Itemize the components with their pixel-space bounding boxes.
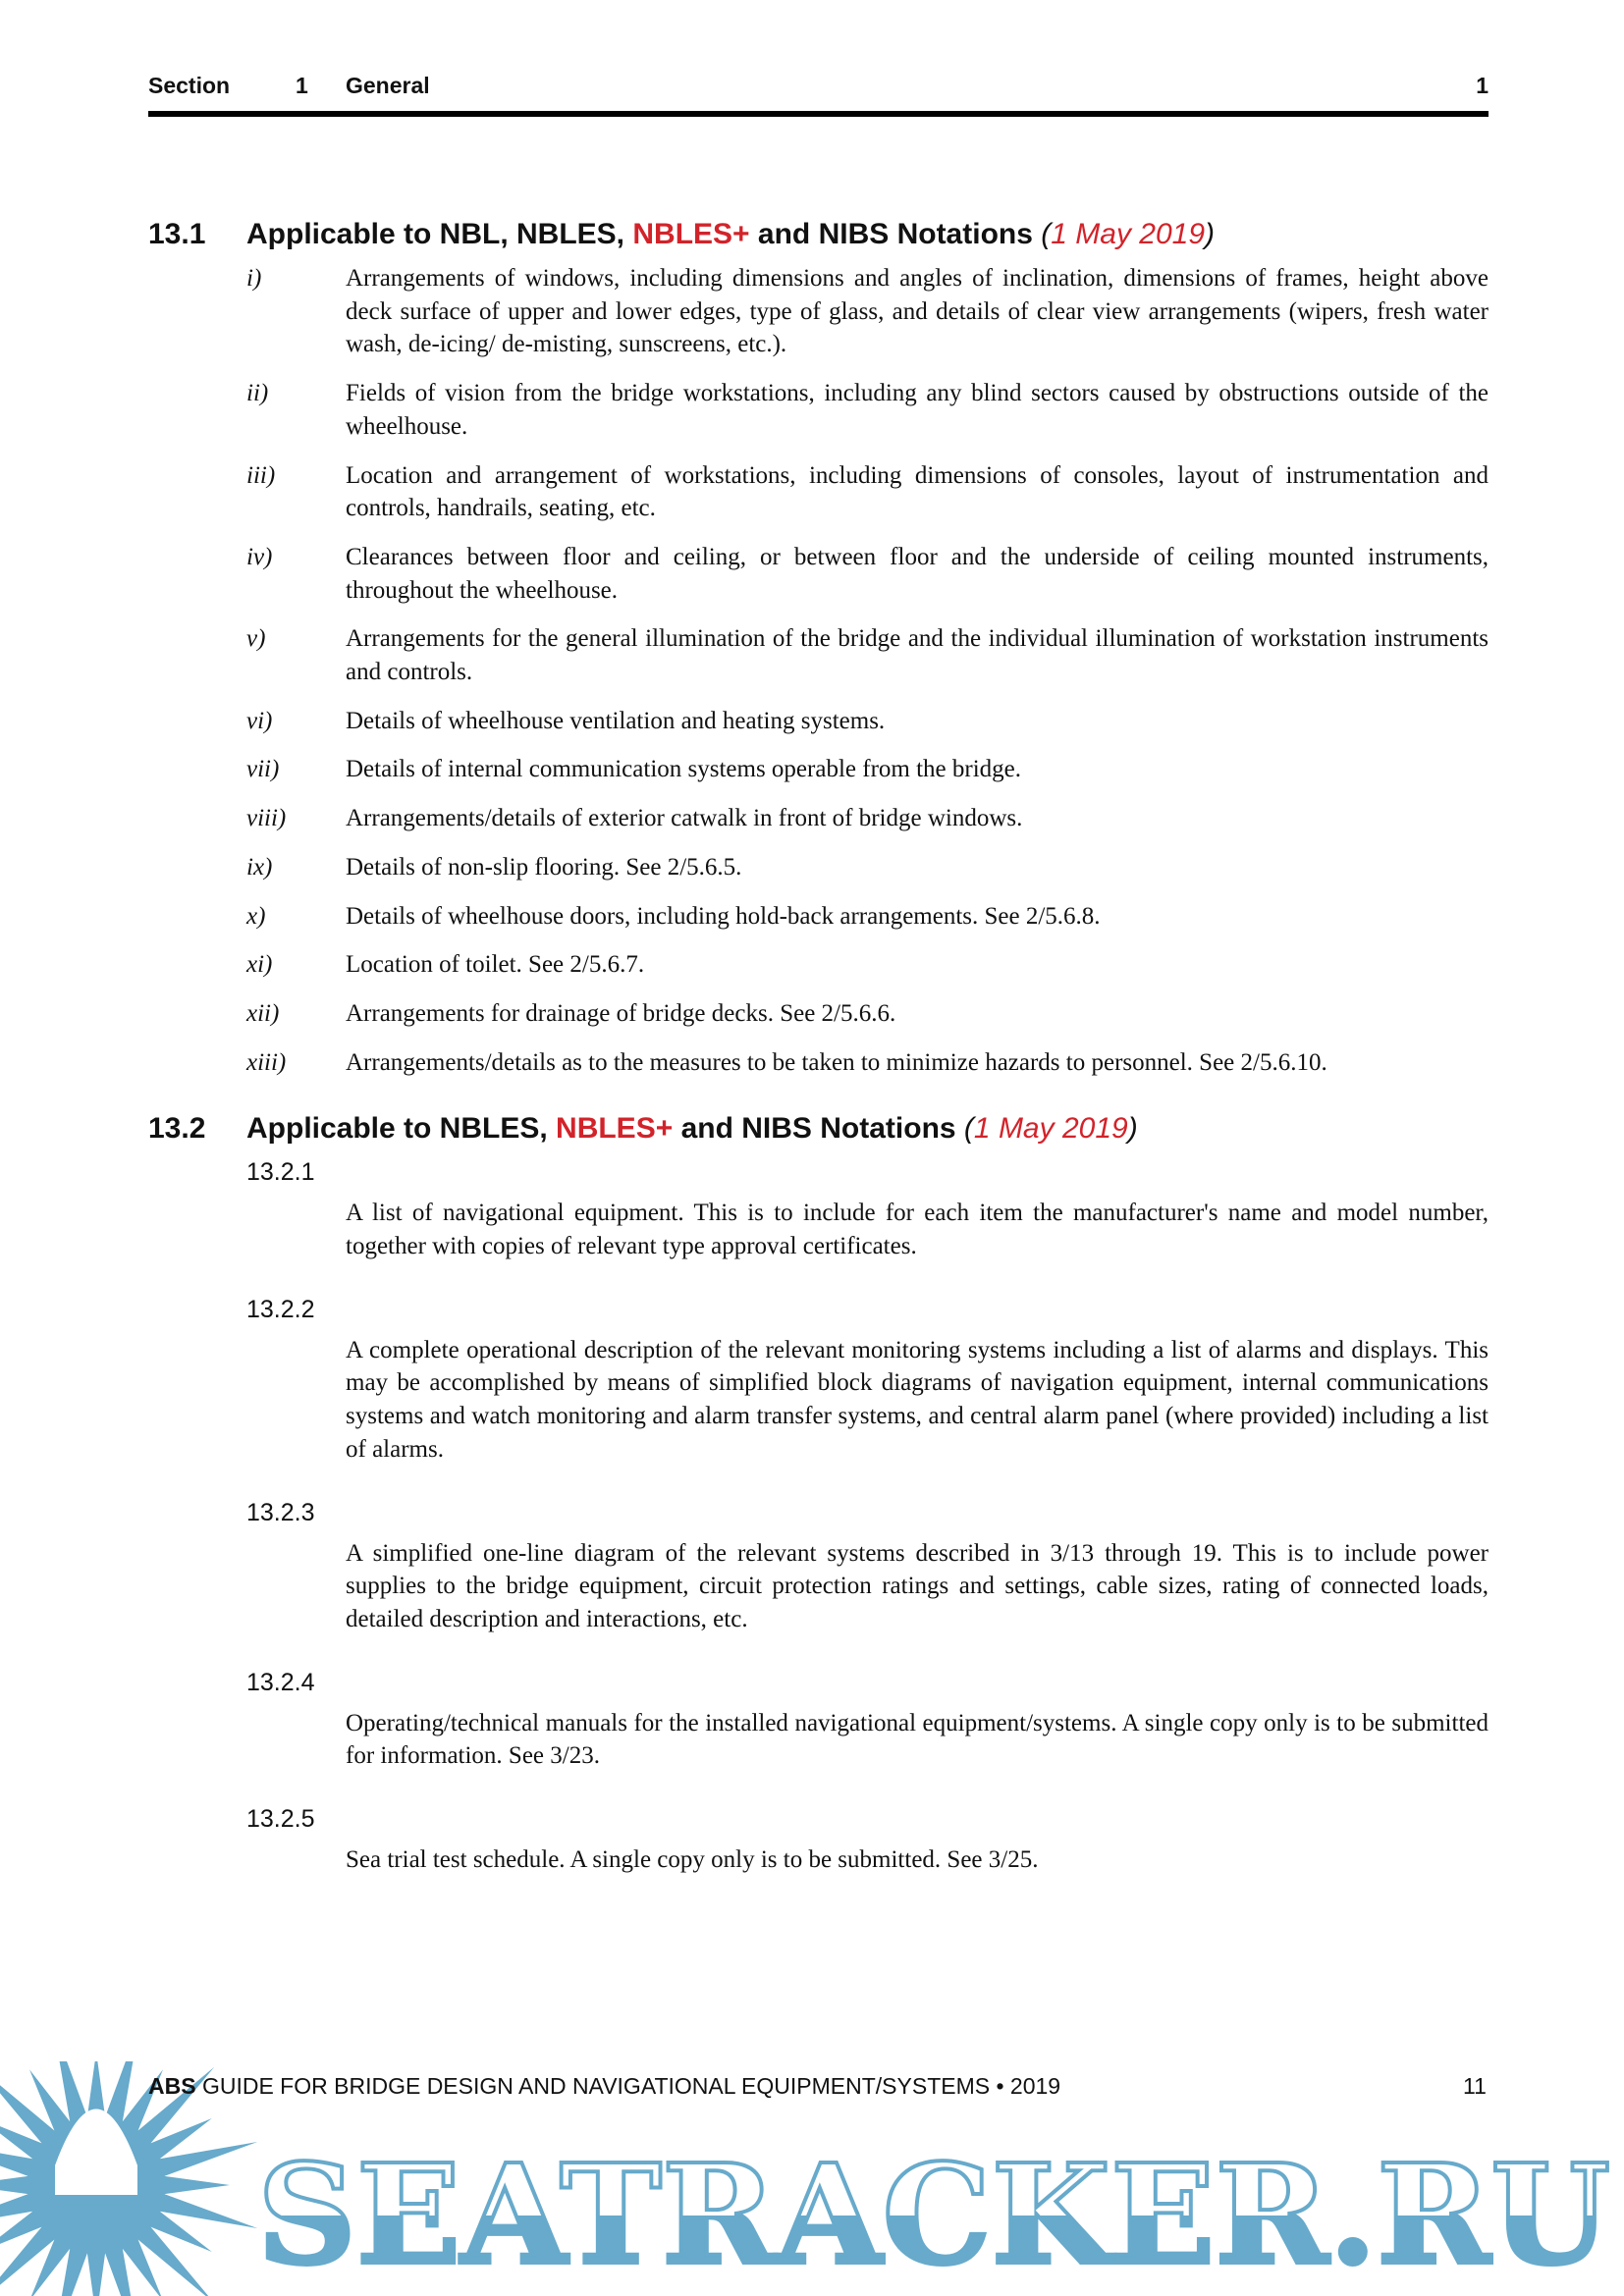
heading-number: 13.2 [148, 1112, 206, 1146]
subsection-text: A list of navigational equipment. This is to include for each item the manufacturer's name and model number, together with copies of relevant type approval certificates. [346, 1200, 1489, 1260]
list-item [246, 997, 1489, 1031]
item-text: Details of wheelhouse doors, including hold-back arrangements. See 2/5.6.8. [346, 902, 1101, 930]
subsection-text: A simplified one-line diagram of the relevant systems described in 3/13 through 19. This is to include power supplies to the bridge equipment, circuit protection ratings and settings, cable sizes, rating of connected loads, detailed description and interactions, etc. [346, 1539, 1489, 1632]
section-title: General [346, 73, 430, 98]
subsection-number: 13.2.4 [246, 1668, 315, 1696]
item-label: xiii) [246, 1048, 287, 1076]
revision-date: 1 May 2019 [1051, 218, 1206, 250]
list-item [246, 948, 1489, 982]
list-item [246, 753, 1489, 786]
subsection-number: 13.2.3 [246, 1498, 315, 1526]
section-number: 1 [296, 73, 308, 98]
title-text: and NIBS Notations [749, 218, 1042, 250]
item-label: ii) [246, 380, 269, 407]
heading-13-1 [148, 218, 1489, 251]
heading-13-2 [148, 1112, 1489, 1146]
title-red: NBLES+ [556, 1112, 674, 1146]
item-text: Arrangements for drainage of bridge decks. See 2/5.6.6. [346, 999, 896, 1027]
list-item [246, 900, 1489, 934]
title-text: Applicable to NBL, NBLES, [246, 218, 633, 250]
item-text: Clearances between floor and ceiling, or between floor and the underside of ceiling mounted instruments, throughout the wheelhouse. [346, 543, 1489, 604]
footer [148, 2073, 1060, 2100]
item-label: xi) [246, 951, 273, 979]
title-text: and NIBS Notations [673, 1112, 964, 1146]
list-item [246, 851, 1489, 884]
item-label: xii) [246, 999, 280, 1027]
item-text: Arrangements/details of exterior catwalk in front of bridge windows. [346, 805, 1023, 832]
section-label: Section [148, 73, 231, 98]
item-label: x) [246, 902, 266, 930]
watermark-text: SEATRACKER.RU [257, 2135, 1610, 2296]
list-item [246, 705, 1489, 738]
revision-date: 1 May 2019 [973, 1112, 1128, 1146]
heading-title: Applicable to NBL, NBLES, NBLES+ and NIBS Notations (1 May 2019) [246, 218, 1216, 250]
item-label: ix) [246, 853, 273, 881]
item-text: Arrangements of windows, including dimensions and angles of inclination, dimensions of frames, height above deck surface of upper and lower edges, type of glass, and details of clear view arrangements (wipers, fresh water wash, de-icing/ de-misting, sunscreens, etc.). [346, 265, 1489, 358]
subsection-number: 13.2.2 [246, 1295, 315, 1323]
list-item [246, 377, 1489, 443]
subsection-text: A complete operational description of the relevant monitoring systems including a list of alarms and displays. This may be accomplished by means of simplified block diagrams of navigation equipment, internal communications systems and watch monitoring and alarm transfer systems, and central alarm panel (where provided) including a list of alarms. [346, 1336, 1489, 1463]
item-label: vii) [246, 756, 280, 783]
item-text: Fields of vision from the bridge workstations, including any blind sectors caused by obstructions outside of the wheelhouse. [346, 380, 1489, 440]
item-label: vi) [246, 707, 273, 734]
item-label: iii) [246, 461, 276, 489]
subsection-text: Sea trial test schedule. A single copy only is to be submitted. See 3/25. [346, 1846, 1039, 1874]
footer-brand: ABS [148, 2073, 196, 2099]
item-text: Details of internal communication systems operable from the bridge. [346, 756, 1022, 783]
list-item [246, 459, 1489, 525]
page-number: 11 [1463, 2073, 1487, 2099]
subsection-number: 13.2.1 [246, 1158, 315, 1187]
item-text: Arrangements/details as to the measures to be taken to minimize hazards to personnel. See 2/5.6.10. [346, 1048, 1327, 1076]
item-text: Location of toilet. See 2/5.6.7. [346, 951, 645, 979]
item-label: v) [246, 625, 266, 653]
list-item [246, 541, 1489, 607]
title-red: NBLES+ [632, 218, 750, 250]
heading-title: Applicable to NBLES, NBLES+ and NIBS Notations (1 May 2019) [246, 1112, 1138, 1146]
page-body [148, 218, 1489, 1908]
header-rule [148, 111, 1489, 117]
heading-number: 13.1 [148, 218, 206, 250]
item-label: viii) [246, 805, 287, 832]
list-item [246, 262, 1489, 361]
item-label: i) [246, 265, 262, 292]
item-text: Details of non-slip flooring. See 2/5.6.5. [346, 853, 742, 881]
item-label: iv) [246, 543, 273, 570]
chapter-number: 1 [1476, 73, 1489, 98]
item-text: Details of wheelhouse ventilation and heating systems. [346, 707, 886, 734]
item-text: Arrangements for the general illumination of the bridge and the individual illumination of workstation instruments and controls. [346, 625, 1489, 686]
footer-title: GUIDE FOR BRIDGE DESIGN AND NAVIGATIONAL EQUIPMENT/SYSTEMS • 2019 [195, 2073, 1061, 2099]
running-header [148, 73, 1489, 100]
subsection-text: Operating/technical manuals for the installed navigational equipment/systems. A single copy only is to be submitted for information. See 3/23. [346, 1709, 1489, 1770]
subsection-number: 13.2.5 [246, 1805, 315, 1834]
item-text: Location and arrangement of workstations, including dimensions of consoles, layout of instrumentation and controls, handrails, seating, etc. [346, 461, 1489, 522]
list-item [246, 622, 1489, 688]
title-text: Applicable to NBLES, [246, 1112, 557, 1146]
list-item [246, 1046, 1489, 1080]
list-item [246, 802, 1489, 835]
